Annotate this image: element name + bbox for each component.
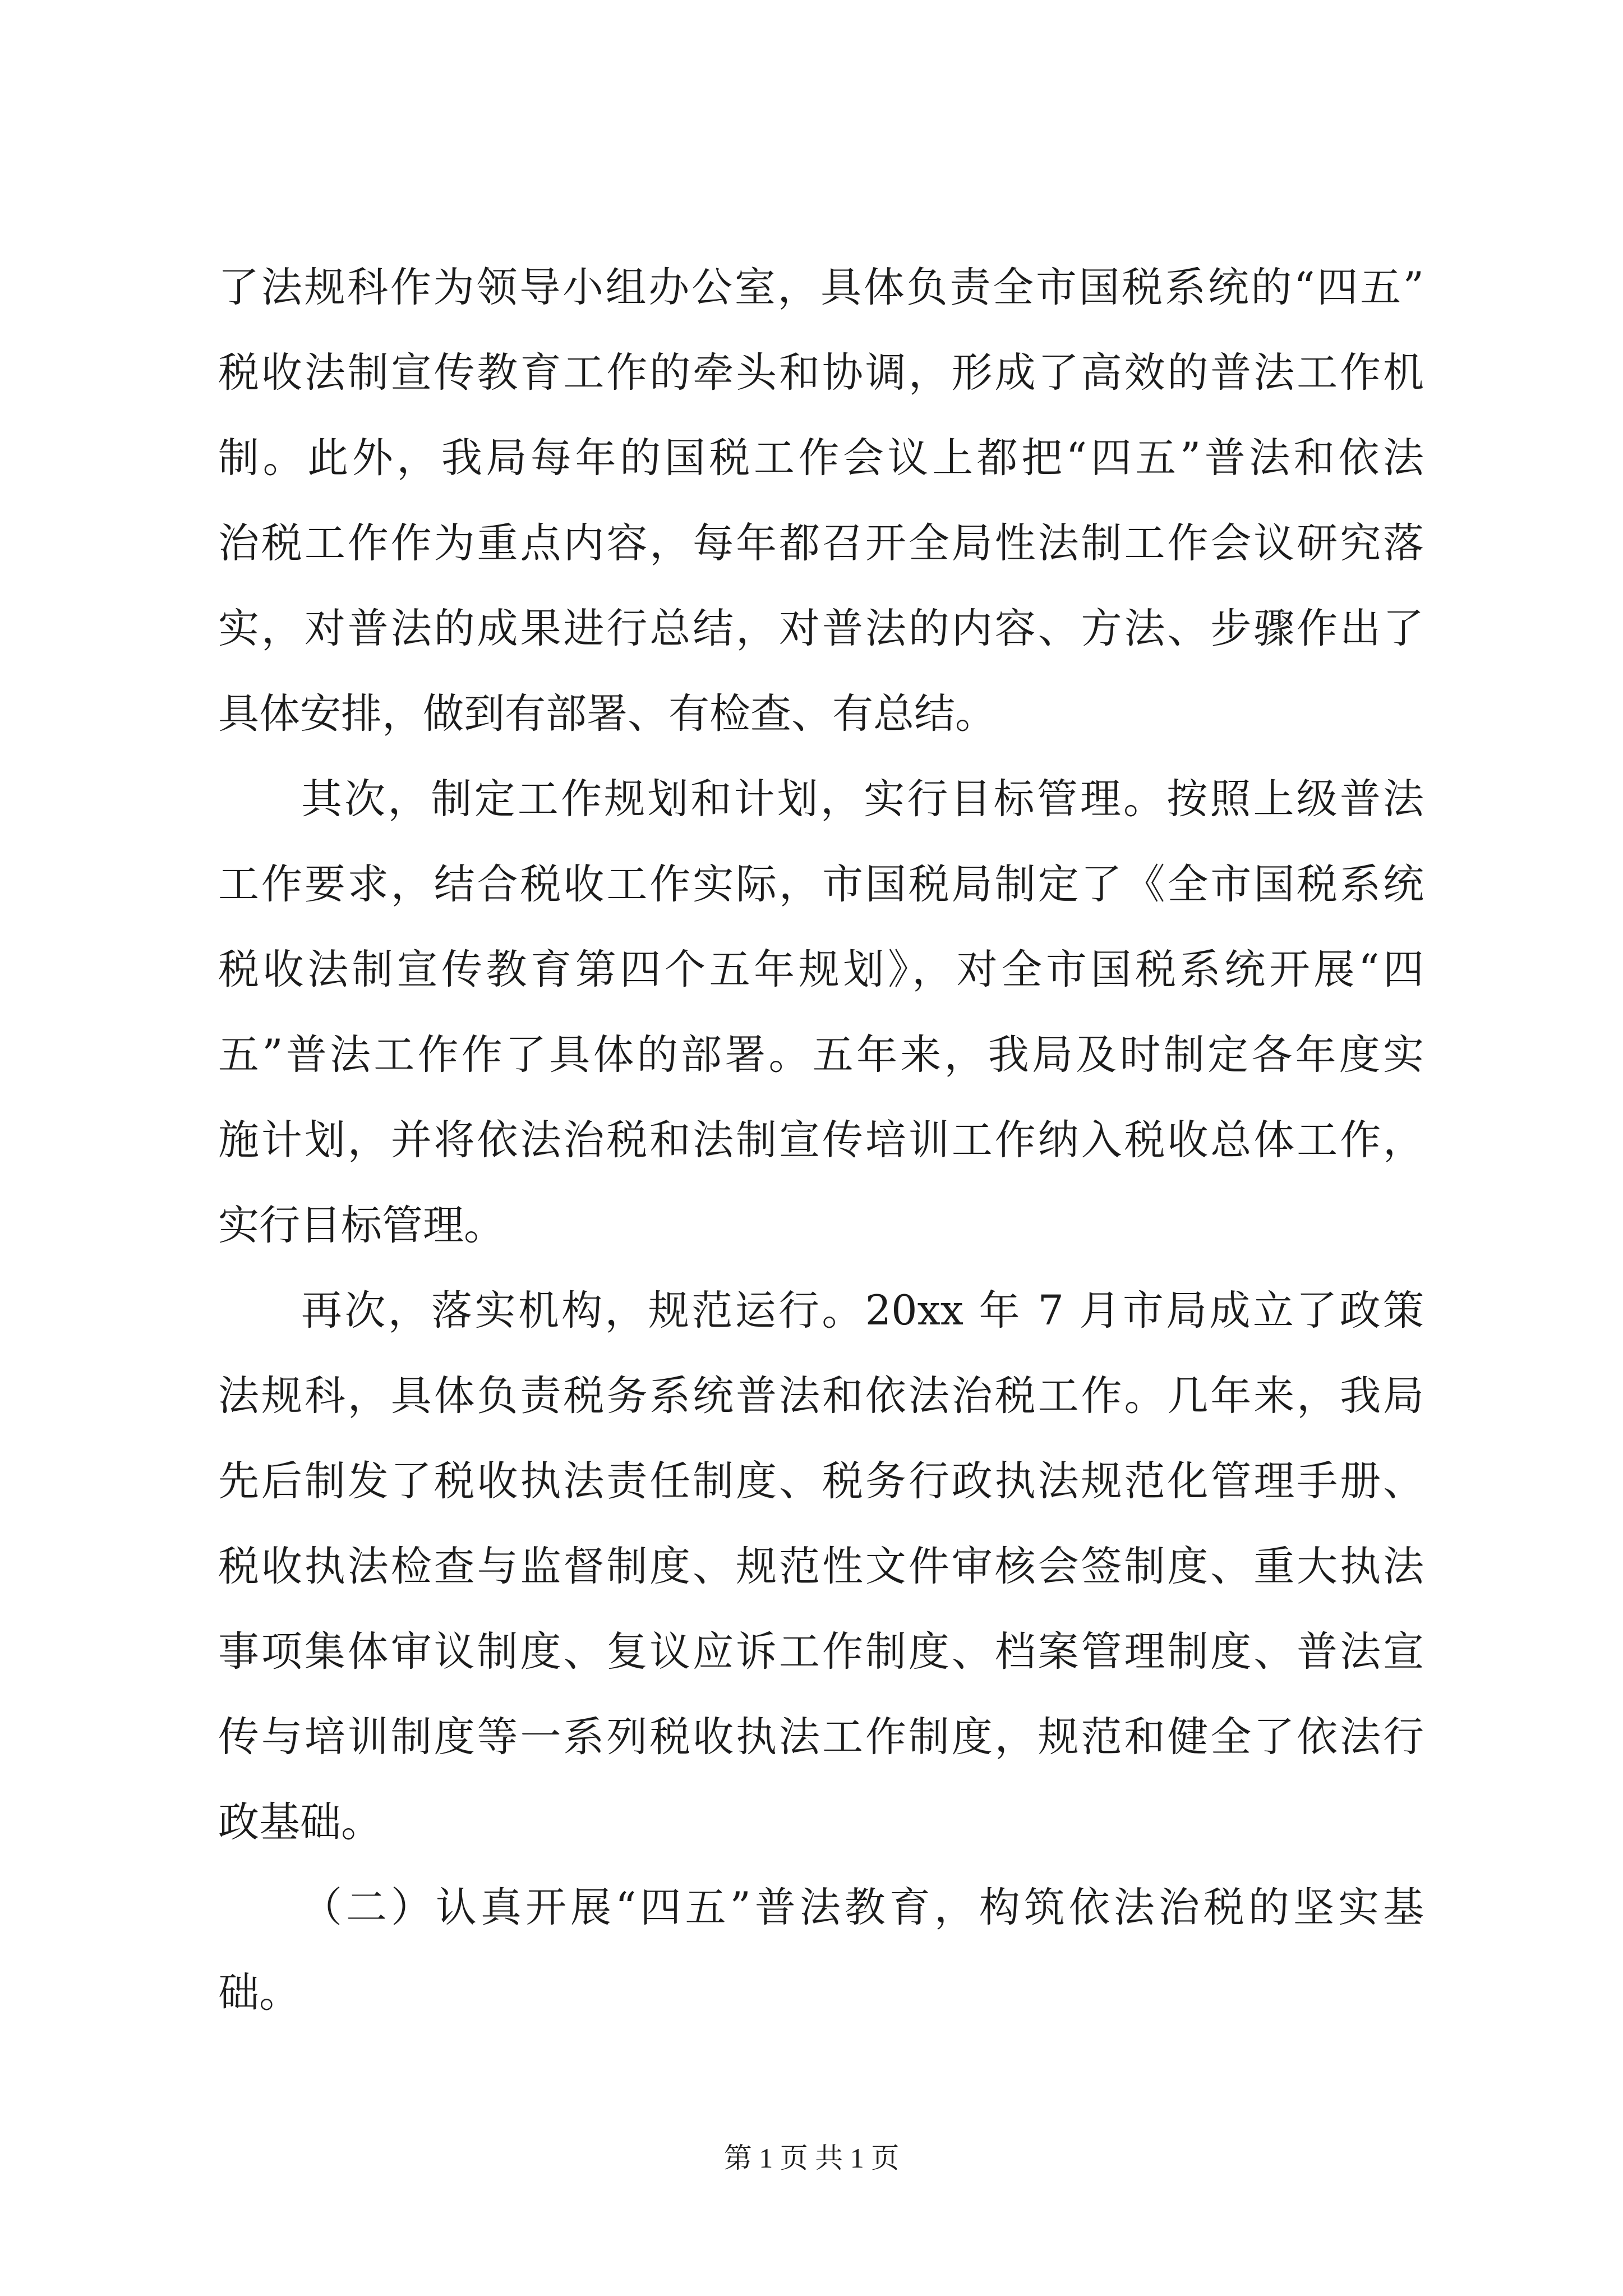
body-line: 再次，落实机构，规范运行。20xx 年 7 月市局成立了政策 [301,1287,1424,1335]
body-line: 施计划，并将依法治税和法制宣传培训工作纳入税收总体工作， [218,1116,1424,1164]
paragraph-planning [218,757,1424,1268]
body-line: 税收执法检查与监督制度、规范性文件审核会签制度、重大执法 [218,1543,1424,1590]
body-line: 了法规科作为领导小组办公室，具体负责全市国税系统的“四五” [218,264,1424,311]
body-line: 事项集体审议制度、复议应诉工作制度、档案管理制度、普法宣 [218,1628,1424,1676]
body-line: 工作要求，结合税收工作实际，市国税局制定了《全市国税系统 [218,861,1424,908]
body-line: 制。此外，我局每年的国税工作会议上都把“四五”普法和依法 [218,434,1424,482]
section-heading-2 [218,1865,1424,2036]
body-line: 税收法制宣传教育工作的牵头和协调，形成了高效的普法工作机 [218,349,1424,397]
body-line: 其次，制定工作规划和计划，实行目标管理。按照上级普法 [301,775,1424,823]
body-line: 治税工作作为重点内容，每年都召开全局性法制工作会议研究落 [218,519,1424,567]
body-line: 传与培训制度等一系列税收执法工作制度，规范和健全了依法行 [218,1713,1424,1761]
body-line: 五”普法工作作了具体的部署。五年来，我局及时制定各年度实 [218,1031,1424,1079]
body-line: 具体安排，做到有部署、有检查、有总结。 [218,690,996,738]
body-line: 实，对普法的成果进行总结，对普法的内容、方法、步骤作出了 [218,605,1424,652]
body-line: 税收法制宣传教育第四个五年规划》，对全市国税系统开展“四 [218,946,1424,993]
document-body [218,245,1424,2036]
paragraph-continued [218,245,1424,757]
body-line: （二）认真开展“四五”普法教育，构筑依法治税的坚实基 [301,1884,1424,1931]
body-line: 实行目标管理。 [218,1202,505,1249]
paragraph-institutions [218,1268,1424,1865]
body-line: 先后制发了税收执法责任制度、税务行政执法规范化管理手册、 [218,1457,1424,1505]
body-line: 础。 [218,1969,300,2017]
body-line: 政基础。 [218,1798,382,1846]
body-line: 法规科，具体负责税务系统普法和依法治税工作。几年来，我局 [218,1372,1424,1420]
page-footer: 第 1 页 共 1 页 [723,2142,900,2174]
